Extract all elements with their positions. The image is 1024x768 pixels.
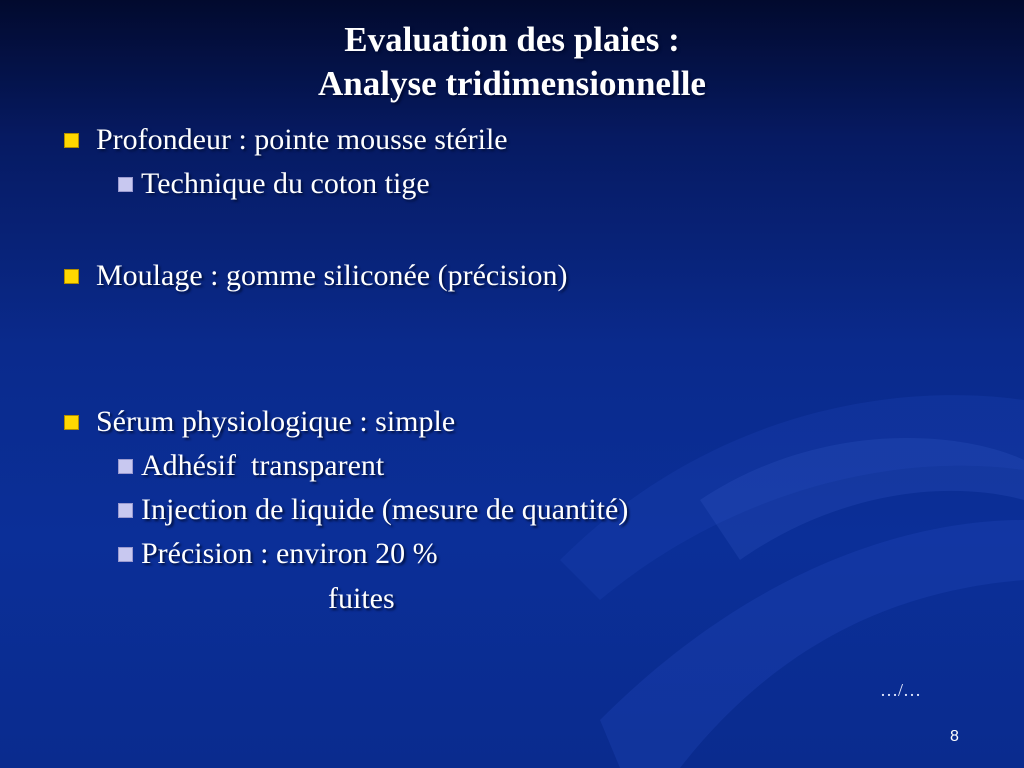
page-number: 8 (950, 728, 959, 745)
bullet-text: Sérum physiologique : simple (96, 405, 456, 438)
sub-bullet-item (118, 536, 438, 572)
square-bullet-icon (118, 503, 133, 518)
slide-title (0, 18, 1024, 106)
bullet-text: Moulage : gomme siliconée (précision) (96, 259, 568, 292)
square-bullet-icon (64, 415, 79, 430)
square-bullet-icon (64, 269, 79, 284)
continuation-text: fuites (328, 582, 395, 615)
sub-bullet-text: Adhésif transparent (141, 449, 385, 482)
title-line-1: Evaluation des plaies : (344, 20, 680, 59)
sub-bullet-text: Précision : environ 20 % (141, 537, 438, 570)
sub-bullet-item (118, 448, 384, 484)
bullet-item (64, 258, 568, 294)
square-bullet-icon (118, 547, 133, 562)
square-bullet-icon (118, 177, 133, 192)
continued-marker: …/… (880, 680, 922, 700)
bullet-text: Profondeur : pointe mousse stérile (96, 123, 508, 156)
sub-bullet-item (118, 492, 628, 528)
square-bullet-icon (64, 133, 79, 148)
bullet-item (64, 122, 508, 158)
sub-bullet-text: Technique du coton tige (141, 167, 430, 200)
square-bullet-icon (118, 459, 133, 474)
sub-bullet-item (118, 166, 430, 202)
bullet-item (64, 404, 455, 440)
title-line-2: Analyse tridimensionnelle (318, 64, 706, 103)
sub-bullet-text: Injection de liquide (mesure de quantité) (141, 493, 629, 526)
